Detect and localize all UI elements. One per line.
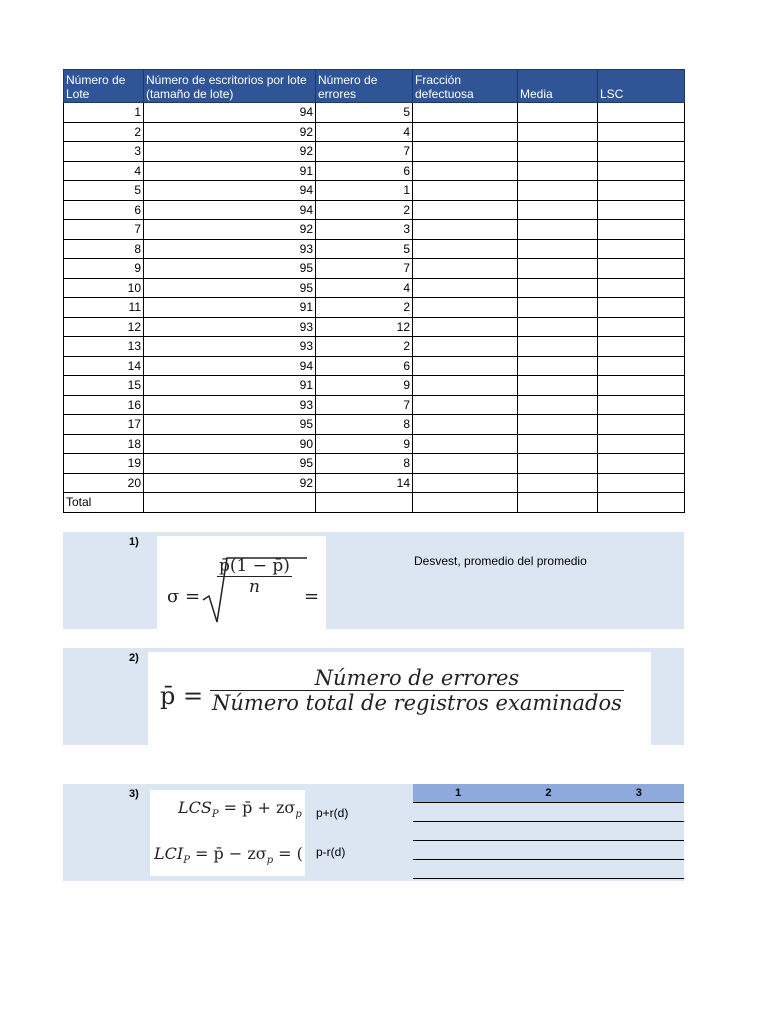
lcs-rhs: = p̄ + zσ (223, 798, 296, 817)
table-cell[interactable] (598, 122, 685, 142)
table-cell[interactable] (518, 317, 598, 337)
table-cell[interactable] (518, 103, 598, 123)
table-cell[interactable] (518, 142, 598, 162)
table-header-row (64, 70, 685, 103)
limits-cell[interactable] (594, 841, 684, 860)
limits-cell[interactable] (503, 822, 593, 841)
lci-rhs: = p̄ − zσ (195, 844, 267, 863)
table-cell[interactable]: 2 (316, 298, 413, 318)
table-cell[interactable] (413, 454, 518, 474)
limits-cell[interactable] (413, 803, 503, 822)
table-cell[interactable] (598, 278, 685, 298)
table-cell[interactable] (518, 298, 598, 318)
limits-cell[interactable] (413, 822, 503, 841)
table-cell[interactable] (598, 395, 685, 415)
question-1-panel (63, 532, 684, 629)
table-cell[interactable] (413, 317, 518, 337)
table-cell[interactable]: 2 (316, 337, 413, 357)
table-cell[interactable]: Total (64, 493, 144, 513)
limits-cell[interactable] (594, 803, 684, 822)
table-cell[interactable] (413, 473, 518, 493)
table-cell[interactable]: 6 (316, 356, 413, 376)
table-cell[interactable]: 15 (64, 376, 144, 396)
limits-cell[interactable] (594, 860, 684, 879)
table-row (64, 434, 685, 454)
lcs-sub: P (211, 809, 219, 821)
table-row (64, 239, 685, 259)
table-cell[interactable]: 8 (64, 239, 144, 259)
label-upper: p+r(d) (316, 806, 349, 820)
table-row (64, 122, 685, 142)
table-cell[interactable] (598, 434, 685, 454)
table-cell[interactable] (413, 337, 518, 357)
table-cell[interactable]: 95 (144, 259, 316, 279)
table-cell[interactable] (413, 142, 518, 162)
col-header: Número de Lote (64, 70, 144, 103)
table-cell[interactable] (598, 259, 685, 279)
table-cell[interactable]: 19 (64, 454, 144, 474)
limits-cell[interactable] (594, 822, 684, 841)
table-cell[interactable] (518, 220, 598, 240)
total-row (64, 493, 685, 513)
table-row (64, 415, 685, 435)
col-header: Número de errores (316, 70, 413, 103)
table-cell[interactable]: 9 (64, 259, 144, 279)
table-cell[interactable]: 6 (64, 200, 144, 220)
table-cell[interactable]: 94 (144, 103, 316, 123)
table-cell[interactable] (413, 356, 518, 376)
question-2-number: 2) (129, 652, 139, 664)
table-cell[interactable] (598, 103, 685, 123)
table-cell[interactable]: 91 (144, 376, 316, 396)
table-cell[interactable] (518, 434, 598, 454)
table-cell[interactable]: 7 (64, 220, 144, 240)
table-cell[interactable] (598, 473, 685, 493)
table-cell[interactable]: 93 (144, 317, 316, 337)
table-cell[interactable] (413, 122, 518, 142)
label-lower: p-r(d) (316, 845, 346, 859)
limits-row (413, 803, 684, 822)
table-row (64, 298, 685, 318)
table-cell[interactable]: 10 (64, 278, 144, 298)
table-row (64, 181, 685, 201)
table-cell[interactable]: 8 (316, 454, 413, 474)
formula-1-box (157, 536, 326, 629)
pbar-lhs: p̄ = (160, 682, 204, 710)
table-cell[interactable]: 9 (316, 434, 413, 454)
limits-cell[interactable] (413, 860, 503, 879)
table-cell[interactable] (598, 317, 685, 337)
table-cell[interactable] (413, 278, 518, 298)
table-row (64, 395, 685, 415)
table-cell[interactable]: 14 (316, 473, 413, 493)
table-cell[interactable]: 1 (64, 103, 144, 123)
table-cell[interactable] (413, 493, 518, 513)
lot-table (63, 69, 685, 513)
table-row (64, 200, 685, 220)
table-cell[interactable]: 18 (64, 434, 144, 454)
formula-1-denominator: n (248, 577, 260, 597)
table-cell[interactable] (598, 298, 685, 318)
table-cell[interactable] (518, 473, 598, 493)
table-cell[interactable]: 92 (144, 122, 316, 142)
table-cell[interactable]: 5 (316, 239, 413, 259)
table-cell[interactable] (413, 415, 518, 435)
table-cell[interactable] (518, 122, 598, 142)
table-cell[interactable] (518, 395, 598, 415)
table-cell[interactable]: 5 (316, 103, 413, 123)
table-row (64, 317, 685, 337)
table-cell[interactable] (413, 181, 518, 201)
table-row (64, 103, 685, 123)
limits-col-1: 1 (413, 784, 503, 803)
lci-label: LCI (154, 844, 184, 863)
table-cell[interactable] (518, 181, 598, 201)
table-cell[interactable]: 5 (64, 181, 144, 201)
table-cell[interactable] (413, 239, 518, 259)
table-row (64, 376, 685, 396)
table-cell[interactable]: 17 (64, 415, 144, 435)
lci-tail: = ( (273, 844, 303, 863)
table-cell[interactable] (316, 493, 413, 513)
table-cell[interactable] (598, 239, 685, 259)
table-cell[interactable] (413, 259, 518, 279)
lcs-label: LCS (178, 798, 212, 817)
table-cell[interactable] (598, 454, 685, 474)
formula-1-numerator: p̄(1 − p̄) (219, 556, 290, 576)
table-cell[interactable]: 11 (64, 298, 144, 318)
table-cell[interactable] (598, 356, 685, 376)
limits-col-3: 3 (594, 784, 684, 803)
table-row (64, 142, 685, 162)
limits-row (413, 860, 684, 879)
lci-formula (154, 844, 303, 866)
table-cell[interactable]: 1 (316, 181, 413, 201)
table-cell[interactable] (518, 259, 598, 279)
table-cell[interactable]: 7 (316, 395, 413, 415)
table-cell[interactable]: 4 (316, 122, 413, 142)
question-1-note: Desvest, promedio del promedio (414, 554, 587, 568)
table-cell[interactable] (598, 181, 685, 201)
limits-cell[interactable] (503, 803, 593, 822)
table-cell[interactable]: 95 (144, 278, 316, 298)
formula-1-fraction (217, 556, 292, 597)
table-cell[interactable] (413, 103, 518, 123)
formula-3-box (150, 790, 305, 876)
formula-2-box (148, 652, 651, 745)
col-header: Número de escritorios por lote (tamaño de lote) (144, 70, 316, 103)
table-cell[interactable] (413, 200, 518, 220)
table-row (64, 220, 685, 240)
table-cell[interactable] (518, 415, 598, 435)
table-cell[interactable] (518, 337, 598, 357)
formula-1-equals: = (304, 586, 320, 607)
table-cell[interactable]: 8 (316, 415, 413, 435)
table-cell[interactable] (598, 415, 685, 435)
table-cell[interactable]: 2 (64, 122, 144, 142)
table-cell[interactable]: 92 (144, 473, 316, 493)
table-cell[interactable] (518, 376, 598, 396)
table-row (64, 337, 685, 357)
limits-cell[interactable] (503, 860, 593, 879)
table-cell[interactable] (413, 434, 518, 454)
table-cell[interactable]: 7 (316, 259, 413, 279)
table-cell[interactable] (598, 220, 685, 240)
table-cell[interactable]: 9 (316, 376, 413, 396)
table-cell[interactable] (413, 298, 518, 318)
table-cell[interactable]: 94 (144, 181, 316, 201)
lcs-rhs-sub: p (295, 809, 302, 821)
formula-2-numerator: Número de errores (210, 666, 624, 691)
limits-row (413, 822, 684, 841)
table-cell[interactable]: 93 (144, 337, 316, 357)
table-cell[interactable] (144, 493, 316, 513)
col-header: LSC (598, 70, 685, 103)
table-cell[interactable] (413, 161, 518, 181)
table-cell[interactable]: 6 (316, 161, 413, 181)
table-cell[interactable]: 4 (316, 278, 413, 298)
limits-table (413, 784, 684, 879)
limits-cell[interactable] (503, 841, 593, 860)
table-cell[interactable]: 92 (144, 220, 316, 240)
table-cell[interactable]: 16 (64, 395, 144, 415)
table-cell[interactable]: 20 (64, 473, 144, 493)
lci-sub: P (183, 855, 190, 867)
question-2-panel (63, 648, 684, 745)
table-cell[interactable] (598, 337, 685, 357)
table-cell[interactable] (518, 493, 598, 513)
table-cell[interactable] (518, 239, 598, 259)
table-cell[interactable] (518, 161, 598, 181)
limits-cell[interactable] (413, 841, 503, 860)
table-cell[interactable] (518, 200, 598, 220)
table-cell[interactable] (518, 454, 598, 474)
table-row (64, 259, 685, 279)
table-cell[interactable]: 4 (64, 161, 144, 181)
question-3-number: 3) (129, 788, 139, 800)
table-row (64, 356, 685, 376)
formula-2-fraction (210, 666, 624, 715)
col-header: Media (518, 70, 598, 103)
table-cell[interactable]: 12 (316, 317, 413, 337)
table-cell[interactable]: 94 (144, 356, 316, 376)
col-header: Fracción defectuosa (413, 70, 518, 103)
table-cell[interactable] (598, 376, 685, 396)
table-cell[interactable]: 93 (144, 395, 316, 415)
table-cell[interactable]: 13 (64, 337, 144, 357)
table-cell[interactable]: 14 (64, 356, 144, 376)
table-row (64, 473, 685, 493)
table-cell[interactable]: 12 (64, 317, 144, 337)
table-cell[interactable] (598, 200, 685, 220)
table-cell[interactable] (518, 356, 598, 376)
table-cell[interactable]: 3 (316, 220, 413, 240)
table-cell[interactable]: 95 (144, 454, 316, 474)
table-cell[interactable]: 2 (316, 200, 413, 220)
table-cell[interactable] (598, 493, 685, 513)
table-cell[interactable]: 91 (144, 298, 316, 318)
question-1-number: 1) (129, 536, 139, 548)
table-cell[interactable] (413, 395, 518, 415)
sigma-lhs: σ = (167, 586, 201, 607)
table-cell[interactable] (413, 376, 518, 396)
table-cell[interactable]: 91 (144, 161, 316, 181)
table-cell[interactable]: 90 (144, 434, 316, 454)
table-cell[interactable]: 95 (144, 415, 316, 435)
lci-rhs-sub: p (266, 855, 274, 867)
table-cell[interactable]: 94 (144, 200, 316, 220)
formula-2-denominator: Número total de registros examinados (212, 691, 622, 715)
table-cell[interactable] (598, 161, 685, 181)
table-row (64, 278, 685, 298)
table-cell[interactable]: 92 (144, 142, 316, 162)
table-row (64, 454, 685, 474)
table-cell[interactable] (413, 220, 518, 240)
table-cell[interactable]: 3 (64, 142, 144, 162)
table-row (64, 161, 685, 181)
limits-row (413, 841, 684, 860)
lcs-formula (178, 798, 302, 820)
table-cell[interactable] (518, 278, 598, 298)
limits-col-2: 2 (503, 784, 593, 803)
table-cell[interactable]: 7 (316, 142, 413, 162)
table-cell[interactable] (598, 142, 685, 162)
table-cell[interactable]: 93 (144, 239, 316, 259)
